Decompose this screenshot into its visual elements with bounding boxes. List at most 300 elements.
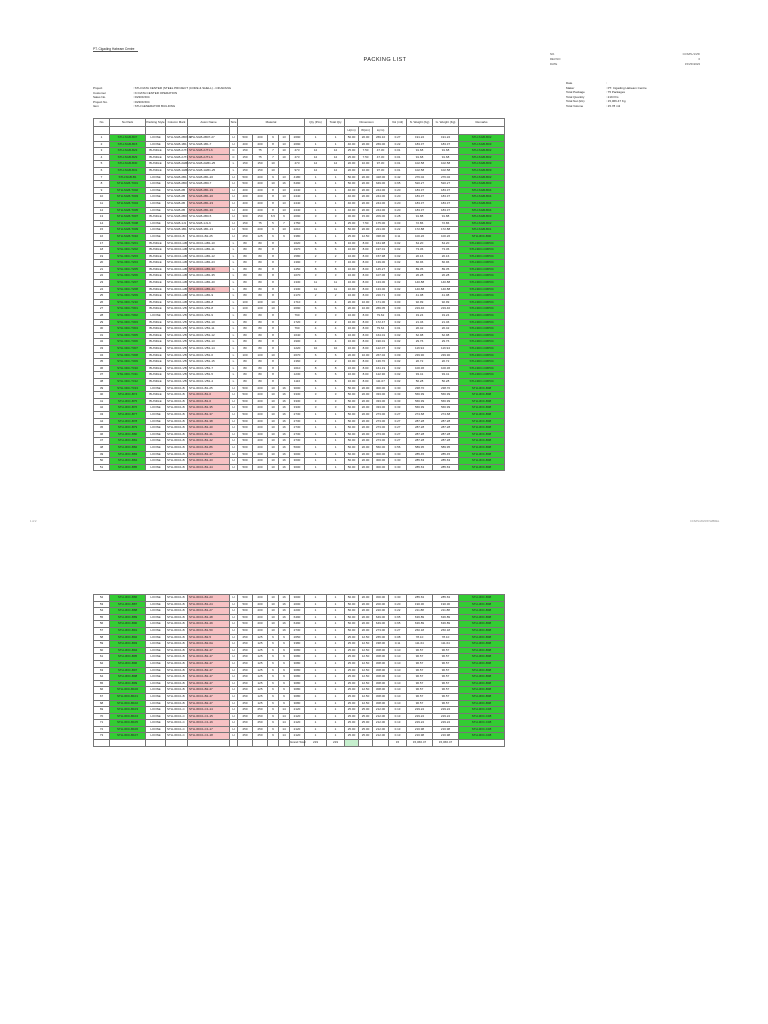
table-cell: 229.24 [407,713,433,720]
table-cell: 20.72 [407,359,433,366]
table-cell: 10 [268,167,279,174]
table-cell: 72 [94,726,110,733]
table-cell: STH-3DC1-B1-44 [188,464,230,471]
table-cell: STH-3DC1-HB1-30 [188,266,230,273]
table-cell: 50 [94,458,110,465]
table-cell: STH-3DC1-B2-47 [188,700,230,707]
table-row [94,273,505,280]
table-cell: 16.00 [345,359,359,366]
table-cell: 269.05 [373,306,389,313]
table-cell: STH-3DC1-B1-48 [188,614,230,621]
table-cell: 175.00 [373,220,389,227]
table-cell: STH-3DC-B08 [459,595,505,602]
table-cell: 10 [268,444,279,451]
table-cell: STH-3DC-B08 [459,392,505,399]
table-cell: 3000 [290,458,305,465]
table-cell: 500 [238,174,253,181]
table-cell: 520.27 [407,181,433,188]
table-cell: 122.90 [373,372,389,379]
table-cell: 197.01 [373,247,389,254]
table-cell: 75 [253,148,268,155]
grand-total-cell: 219 [327,740,345,747]
table-cell: 53 [94,601,110,608]
table-cell: STH-3DC-CMP04 [459,372,505,379]
project-info-row-value: : STH DATA CENTER (STEEL PROJECT (CORE & SHELL) - CIKARANG [133,86,232,90]
table-cell: 3 [305,392,327,399]
table-cell: STH-SGB-T008 [110,220,146,227]
table-cell: 250 [238,707,253,714]
table-cell: 250 [238,654,253,661]
table-cell: 287.28 [433,418,459,425]
table-cell: 6 [268,233,279,240]
table-cell: 216.98 [407,733,433,740]
table-cell: 3080 [290,687,305,694]
table-cell: 8.00 [359,247,373,254]
table-cell: 200 [253,135,268,142]
table-cell: 790 [290,313,305,320]
table-cell: 9 [279,700,290,707]
table-cell: 62.98 [407,332,433,339]
table-cell: 287.28 [407,438,433,445]
table-cell: 96.57 [407,660,433,667]
table-cell: 2200 [290,608,305,615]
table-cell: 80 [238,293,253,300]
table-cell: 20.00 [345,167,359,174]
table-cell: 80 [238,326,253,333]
table-cell: BUNDLE [146,260,166,267]
table-cell [279,346,290,353]
table-cell: 1 [327,627,345,634]
table-cell: 96.57 [407,700,433,707]
table-cell: 18 [94,247,110,254]
table-cell: 13 [279,207,290,214]
table-cell: 25.00 [345,733,359,740]
table-cell: 300.00 [373,464,389,471]
table-cell: 1 [305,733,327,740]
table-cell: STH-3DC1-B [166,601,188,608]
column-header: Column Mark [166,119,188,127]
grand-total-label: Grand Total [290,740,305,747]
table-cell: BUNDLE [146,352,166,359]
table-cell: 9 [279,693,290,700]
table-cell: 0.02 [389,253,407,260]
table-cell: 20.00 [359,438,373,445]
table-cell: 0.30 [389,458,407,465]
table-cell: 4180 [290,174,305,181]
table-cell: LOOSE [146,418,166,425]
table-cell: BUNDLE [146,161,166,168]
table-cell: 400 [238,187,253,194]
table-cell: 9 [279,687,290,694]
table-cell: STH-SGB-1B1 [166,141,188,148]
table-cell: 269.00 [373,141,389,148]
table-cell: 1 [327,634,345,641]
grand-total-cell [253,740,268,747]
column-header: No [94,119,110,127]
table-cell: STH-3DC1-B [166,233,188,240]
table-cell: STH-3DC-B08 [459,680,505,687]
table-cell: 1 [327,187,345,194]
table-cell: STH-3DC-B104 [110,713,146,720]
column-subheader [146,127,166,135]
table-cell: LOOSE [146,405,166,412]
table-cell: 16.00 [345,253,359,260]
table-cell: 287.28 [433,425,459,432]
table-cell: 31 [94,332,110,339]
table-cell: 20.00 [359,207,373,214]
table-cell: STH-3DC-CMP04 [459,306,505,313]
table-cell: 16.00 [345,326,359,333]
table-cell: 500 [238,398,253,405]
table-cell: 16 [279,425,290,432]
table-cell: 25.00 [345,233,359,240]
table-cell: 14 [279,733,290,740]
table-cell: H [230,614,238,621]
table-cell: STH-3DC-C08 [459,707,505,714]
table-cell: STH-3DC-B89 [110,614,146,621]
table-cell: STH-3DC1-VB1-4 [188,378,230,385]
table-cell: 80 [238,339,253,346]
column-header: Qty (Pcs) [305,119,327,127]
table-cell: H [230,707,238,714]
table-cell: 190.01 [373,339,389,346]
table-cell: H [230,595,238,602]
table-cell: 200 [253,425,268,432]
table-cell: 8 [268,293,279,300]
table-cell: 0.10 [389,660,407,667]
table-cell: 1 [327,464,345,471]
table-cell: STH-3DC1-B [166,614,188,621]
table-cell: 102.58 [407,161,433,168]
table-cell: 10 [268,352,279,359]
table-cell: STH-3DC1-B1-42 [188,438,230,445]
table-cell: 33 [94,346,110,353]
table-cell: 11 [305,286,327,293]
table-row [94,634,505,641]
table-cell: STH-3DC1-B2-47 [188,687,230,694]
table-cell: 67 [94,693,110,700]
table-cell: STH-3DC1-B2-47 [188,680,230,687]
table-cell: 1330 [290,286,305,293]
table-cell: 1 [305,700,327,707]
table-cell: 20.00 [359,405,373,412]
table-cell: STH-3DC-B101 [110,693,146,700]
table-cell: BUNDLE [146,214,166,221]
document-code: CCS/PL/2023/STH/BREL [690,520,720,523]
table-cell: STH-SGB-2B1-20 [188,174,230,181]
table-cell: 56 [94,621,110,628]
table-cell: 12 [327,148,345,155]
table-cell: STH-SGB-1B1-7 [188,141,230,148]
project-info-row-value: : KI DATA CENTER OPERATION [133,90,178,95]
table-cell: 1 [305,720,327,727]
table-cell: 16 [279,444,290,451]
table-cell: 8.00 [359,378,373,385]
table-cell: 1 [327,431,345,438]
table-cell: 140.88 [407,280,433,287]
table-cell: STH-3DC1-B2-47 [188,660,230,667]
table-cell: STH-3DC1-B2-47 [188,647,230,654]
table-cell: 6 [268,687,279,694]
table-cell: 3080 [290,647,305,654]
table-cell: H [230,438,238,445]
table-cell: STH-3DC-T308 [110,352,146,359]
table-cell: 100.26 [407,233,433,240]
table-cell: STH-3DC-T207 [110,280,146,287]
table-cell: 1330 [290,280,305,287]
table-cell: STH-3DC1-B [166,418,188,425]
table-cell: 40.00 [345,141,359,148]
table-cell: STH-SGB-2B0-5 [188,214,230,221]
table-cell: BUNDLE [146,266,166,273]
table-cell: 0.03 [389,220,407,227]
table-cell: 80 [253,326,268,333]
table-cell: STH-3DC-B08 [459,398,505,405]
table-cell: 0.02 [389,372,407,379]
table-cell: 8 [268,280,279,287]
table-cell: STH-SGB-2B07-27 [166,135,188,142]
table-cell: 3080 [290,674,305,681]
table-cell: STH-3DC1-B [166,680,188,687]
table-cell: BUNDLE [146,154,166,161]
table-cell: STH-SGB-2B1-19 [188,187,230,194]
table-cell: 200 [253,200,268,207]
table-cell: 8.00 [359,359,373,366]
table-cell: 34 [94,352,110,359]
table-cell: 1 [327,444,345,451]
table-cell: 0.42 [389,174,407,181]
table-cell: 171.00 [373,299,389,306]
table-cell: STH-3DC1-VB [166,352,188,359]
table-row [94,319,505,326]
table-cell: 1 [305,654,327,661]
table-cell: STH-SGB-2B1-30 [188,207,230,214]
table-cell: STH-3DC-CMP04 [459,260,505,267]
table-cell: 133.00 [373,286,389,293]
table-cell: 0.02 [389,339,407,346]
table-cell: 3380 [290,233,305,240]
table-cell: STH-3DC1-C1-16 [188,720,230,727]
table-cell: STH-SGB-T005 [110,207,146,214]
table-cell: 0.02 [389,286,407,293]
table-cell: 589.95 [433,444,459,451]
page-2 [0,555,768,1024]
table-cell: 0.13 [389,707,407,714]
table-cell [279,372,290,379]
table-cell: LOOSE [146,425,166,432]
table-cell: 8 [268,365,279,372]
table-cell: 6 [268,647,279,654]
table-cell: 1 [305,464,327,471]
table-cell: 96.57 [433,687,459,694]
table-cell: STH-3DC1-B [166,647,188,654]
table-cell: 250 [238,641,253,648]
table-cell: STH-3DC-B102 [110,700,146,707]
table-cell: 11 [327,286,345,293]
table-cell: 636.89 [433,621,459,628]
table-cell: 25.00 [345,680,359,687]
table-cell: 20.00 [345,306,359,313]
table-cell: 14 [279,707,290,714]
table-cell: 216.71 [373,293,389,300]
table-cell: 2440 [290,207,305,214]
table-cell: 0.65 [389,614,407,621]
table-cell: 219.40 [407,306,433,313]
table-cell: STH-3DC1-B1-38 [188,418,230,425]
table-cell: 500 [238,392,253,399]
table-cell: 500 [238,621,253,628]
table-cell: L [230,161,238,168]
table-cell: STH-3DC1-HB1-10 [188,240,230,247]
table-cell: 13 [94,214,110,221]
table-cell: 1 [327,194,345,201]
table-cell: 96.57 [407,654,433,661]
table-cell: LOOSE [146,614,166,621]
table-cell: 13 [279,227,290,234]
grand-total-cell [110,740,146,747]
table-cell: STH-SGB-2HB1 [166,161,188,168]
table-cell: 48 [94,444,110,451]
table-cell: STH-3DC1-B1-6 [188,392,230,399]
table-cell: 150 [253,161,268,168]
table-cell: STH-3DC1-B2-47 [188,654,230,661]
table-cell: 500 [238,425,253,432]
table-cell: 0.11 [389,641,407,648]
table-cell: 183.37 [407,141,433,148]
table-cell: 0.03 [389,293,407,300]
table-cell: 8.00 [359,260,373,267]
table-cell: 80 [253,339,268,346]
table-cell: 9 [279,641,290,648]
table-cell: 0.20 [389,207,407,214]
table-cell: STH-3DC1-VB1-14 [188,346,230,353]
table-cell: 150 [253,214,268,221]
table-cell: 500 [238,451,253,458]
table-cell: H [230,627,238,634]
table-cell: 69 [94,707,110,714]
table-cell: 10 [268,299,279,306]
grand-total-cell [146,740,166,747]
table-cell: 1 [305,621,327,628]
table-cell: 1230 [290,372,305,379]
table-cell: LOOSE [146,174,166,181]
table-cell: 0.02 [389,365,407,372]
table-row [94,266,505,273]
table-cell: STH-3DC-T209 [110,293,146,300]
table-cell: 636.89 [433,614,459,621]
table-cell [279,253,290,260]
table-cell: STH-3DC-T310 [110,365,146,372]
table-cell: H [230,451,238,458]
table-cell: 10 [268,411,279,418]
table-cell: 9 [268,227,279,234]
table-cell: 12.50 [359,233,373,240]
table-cell: 2 [305,253,327,260]
table-cell: 400 [238,194,253,201]
table-cell: 6.5 [268,214,279,221]
table-cell: 500 [238,608,253,615]
table-cell: 4 [327,339,345,346]
table-cell: 250 [238,634,253,641]
table-cell: STH-3DC-C08 [459,726,505,733]
table-cell: 40.00 [345,187,359,194]
table-cell: 300.00 [373,595,389,602]
table-cell: 75 [253,220,268,227]
table-cell: 8 [268,378,279,385]
grand-total-cell [373,740,389,747]
table-cell: 1720 [290,319,305,326]
table-cell: STH-3DC1-C [166,713,188,720]
table-cell: STH-3DC1-HB1-41 [188,286,230,293]
table-cell: STH-3DC-T206 [110,273,146,280]
table-cell: 1450 [290,266,305,273]
table-row [94,733,505,740]
table-cell: 25.00 [345,700,359,707]
table-cell: 790 [290,326,305,333]
table-cell: 30 [94,326,110,333]
table-cell: 2210 [290,227,305,234]
table-row [94,693,505,700]
table-cell: 0.33 [389,392,407,399]
table-row [94,425,505,432]
table-cell: 1 [305,425,327,432]
table-cell: 1 [305,674,327,681]
table-cell: STH-3DC-B75 [110,398,146,405]
table-cell: 250 [238,667,253,674]
table-cell: C [230,154,238,161]
table-cell: STH-3DC-CMP04 [459,266,505,273]
table-cell: 26.28 [433,273,459,280]
table-cell: 250 [238,713,253,720]
table-cell: 12.50 [359,660,373,667]
table-cell: 473 [290,161,305,168]
table-cell: 1 [305,458,327,465]
table-cell: 80 [253,346,268,353]
table-cell: STH-3DC1-VB1-10 [188,319,230,326]
table-cell: 64 [94,674,110,681]
table-row [94,135,505,142]
table-cell: STH-3DC1-VB1-11 [188,326,230,333]
table-cell: 80 [238,240,253,247]
table-cell: STH-3DC1-VB [166,365,188,372]
table-cell: BUNDLE [146,253,166,260]
summary-row-key: Maker [566,85,575,90]
table-cell: 102.58 [433,161,459,168]
table-cell: 500 [238,458,253,465]
table-cell [279,167,290,174]
project-info [93,86,231,109]
table-cell: 500 [238,601,253,608]
table-cell: 2730 [290,438,305,445]
table-cell: 5 [268,220,279,227]
table-cell: 200 [253,392,268,399]
table-row [94,378,505,385]
table-cell: 43 [94,411,110,418]
table-cell: 25.00 [359,707,373,714]
table-cell: 0.10 [389,680,407,687]
table-cell: STH-3DC1-C [166,726,188,733]
table-cell: STH-3DC1-HB1-8 [188,299,230,306]
table-cell: STH-3DC1-VB1-9 [188,313,230,320]
table-cell: STH-3DC-T306 [110,339,146,346]
table-cell: 15 [94,227,110,234]
table-cell: 50.00 [345,464,359,471]
table-cell: 10 [268,458,279,465]
table-cell: H [230,654,238,661]
table-cell: STH-3DC-B100 [110,687,146,694]
table-cell: STH-3DC-B84 [110,458,146,465]
table-cell: 1 [305,233,327,240]
